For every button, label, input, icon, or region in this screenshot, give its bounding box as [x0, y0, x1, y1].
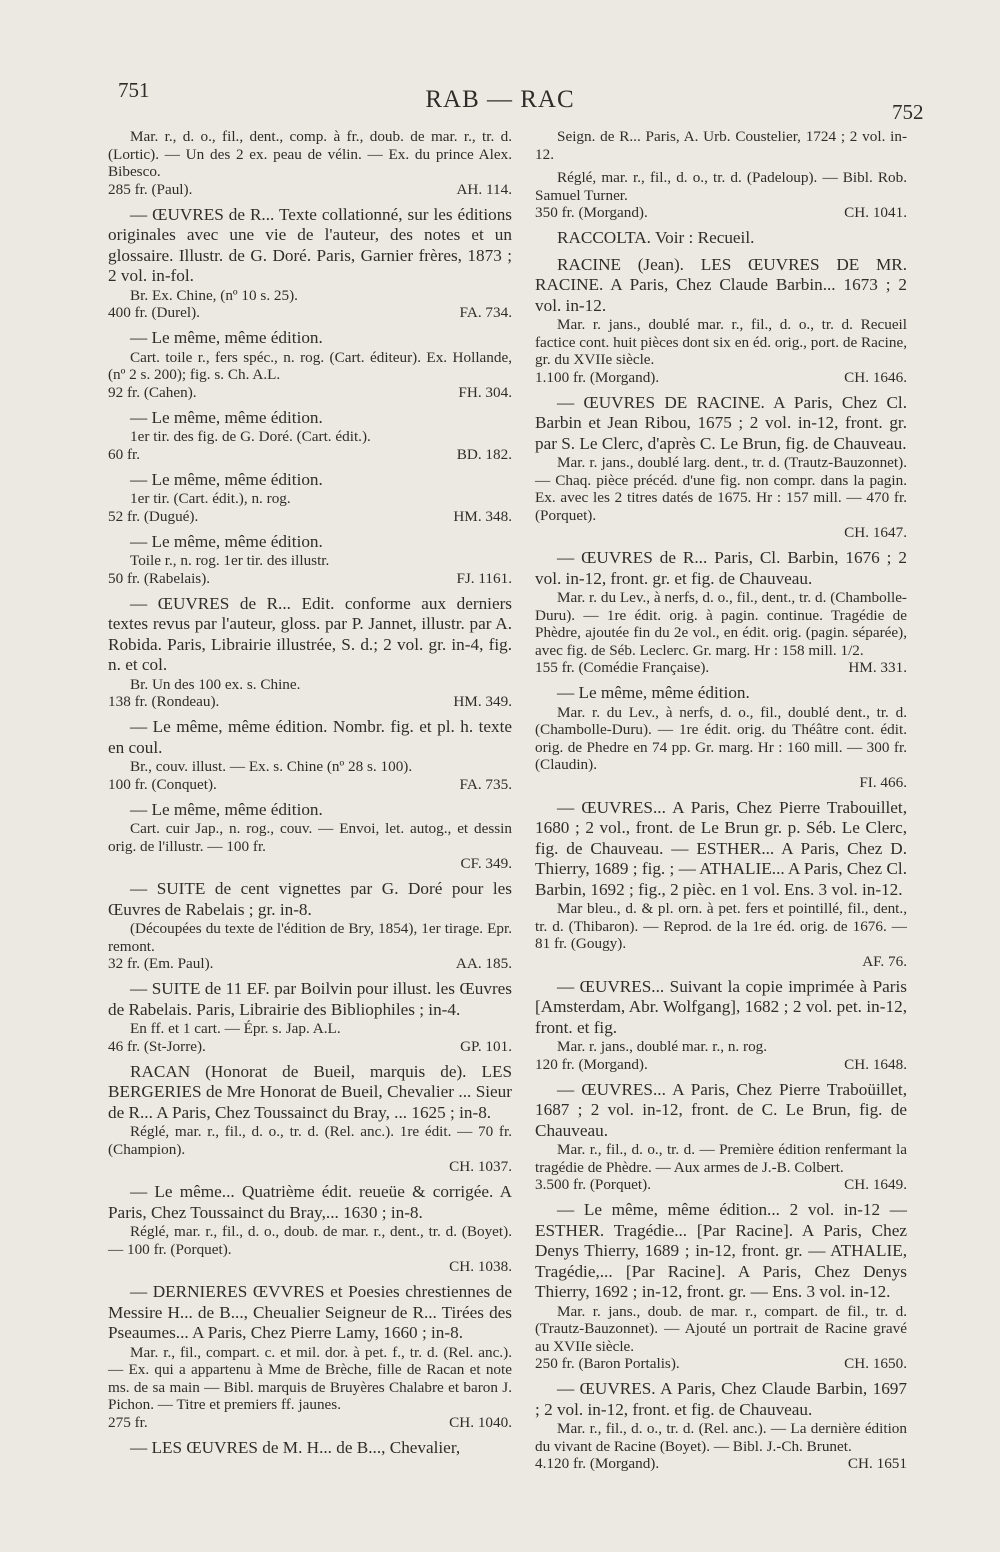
catalog-entry: [108, 205, 512, 323]
entry-description: (Découpées du texte de l'édition de Bry, 1854), 1er tirage. Epr. remont.: [108, 920, 512, 955]
catalog-reference: AH. 114.: [456, 180, 512, 198]
sale-price: 250 fr. (Baron Portalis).: [535, 1355, 680, 1372]
entry-description: Br. Un des 100 ex. s. Chine.: [130, 675, 301, 693]
entry-sale-line: [108, 1258, 512, 1276]
catalog-entry: [108, 408, 512, 464]
entry-description: 1er tir. des fig. de G. Doré. (Cart. édit.).: [130, 428, 371, 445]
entry-heading: RACINE (Jean). LES ŒUVRES DE MR. RACINE. A Paris, Chez Claude Barbin... 1673 ; 2 vol. in-12.: [535, 254, 907, 315]
entry-description: Mar. r. du Lev., à nerfs, d. o., fil., doublé dent., tr. d. (Chambolle-Duru). — 1re édit. orig. du Théâtre cont. édit. orig. de Phedre en 74 pp. Gr. marg. Hr : 160 mill. — 300 fr. (Claudin).: [535, 703, 907, 773]
entry-sale-line: [108, 304, 512, 322]
catalog-entry: [535, 1080, 907, 1195]
entry-description: Mar. r. jans., doublé larg. dent., tr. d. (Trautz-Bauzonnet). — Chaq. pièce précéd. d'une fig. non compr. dans la pagin. Ex. avec les 2 titres datés de 1675. Hr : 157 mill. — 470 fr. (Porquet).: [535, 454, 907, 524]
catalog-entry: [108, 1062, 512, 1177]
entry-heading: — ŒUVRES de R... Edit. conforme aux derniers textes revus par l'auteur, gloss. par P. Jannet, illustr. par A. Robida. Paris, Librairie illustrée, S. d.; 2 vol. gr. in-4, fig. n. et col.: [108, 593, 512, 674]
entry-heading: — Le même, même édition. Nombr. fig. et pl. h. texte en coul.: [108, 717, 512, 757]
catalog-reference: AA. 185.: [455, 955, 512, 972]
catalog-reference: HM. 349.: [453, 693, 512, 710]
entry-heading: — ŒUVRES. A Paris, Chez Claude Barbin, 1697 ; 2 vol. in-12, front. et fig. de Chauveau.: [535, 1379, 907, 1419]
catalog-reference: CH. 1649.: [844, 1176, 907, 1193]
catalog-reference: CH. 1038.: [449, 1258, 512, 1275]
catalog-entry: [108, 1282, 512, 1432]
entry-description: Réglé, mar. r., fil., d. o., tr. d. (Rel. anc.). 1re édit. — 70 fr. (Champion).: [108, 1123, 512, 1158]
entry-description: En ff. et 1 cart. — Épr. s. Jap. A.L.: [130, 1020, 341, 1037]
entry-heading: RACAN (Honorat de Bueil, marquis de). LES BERGERIES de Mre Honorat de Bueil, Chevalier ... Sieur de R... A Paris, Chez Toussainct du Bray, ... 1625 ; in-8.: [108, 1061, 512, 1122]
entry-sale-line: [108, 1158, 512, 1176]
catalog-entry: [535, 1379, 907, 1473]
entry-sale-line: [108, 955, 512, 973]
catalog-entry: [535, 169, 907, 222]
entry-heading: — ŒUVRES... Suivant la copie imprimée à Paris [Amsterdam, Abr. Wolfgang], 1682 ; 2 vol. pet. in-12, front. et fig.: [535, 976, 907, 1037]
catalog-entry: [108, 594, 512, 712]
catalog-entry: [108, 800, 512, 874]
entry-description: Réglé, mar. r., fil., d. o., doub. de mar. r., dent., tr. d. (Boyet). — 100 fr. (Porquet).: [108, 1223, 512, 1258]
entry-sale-line: [108, 446, 512, 464]
entry-sale-line: [535, 369, 907, 387]
catalog-entry: [535, 128, 907, 163]
entry-heading: — Le même, même édition.: [130, 328, 323, 347]
catalog-entry: [535, 683, 907, 792]
catalog-reference: FH. 304.: [458, 383, 512, 401]
entry-sale-line: [535, 774, 907, 792]
catalog-reference: FJ. 1161.: [456, 569, 512, 587]
catalog-entry: [535, 1200, 907, 1373]
entry-description: Mar. r. jans., doublé mar. r., n. rog.: [557, 1038, 768, 1055]
catalog-entry: [535, 393, 907, 543]
left-column: [108, 128, 512, 1464]
catalog-reference: CH. 1647.: [844, 524, 907, 541]
entry-heading: — SUITE de cent vignettes par G. Doré pour les Œuvres de Rabelais ; gr. in-8.: [108, 879, 512, 919]
right-column: [535, 128, 907, 1479]
entry-heading: — DERNIERES ŒVVRES et Poesies chrestiennes de Messire H... de B..., Cheualier Seigneur de R... Tirées des Pseaumes... A Paris, Chez Pierre Lamy, 1660 ; in-8.: [108, 1282, 512, 1342]
entry-heading: — Le même, même édition.: [130, 799, 323, 819]
catalog-entry: [108, 979, 512, 1056]
catalog-reference: AF. 76.: [862, 952, 907, 970]
entry-sale-line: [108, 693, 512, 711]
catalog-reference: FA. 735.: [459, 775, 512, 793]
entry-sale-line: [108, 1414, 512, 1432]
sale-price: 285 fr. (Paul).: [108, 180, 193, 198]
catalog-reference: CF. 349.: [460, 855, 512, 872]
entry-sale-line: [535, 524, 907, 542]
catalog-reference: CH. 1646.: [844, 368, 907, 386]
entry-sale-line: [108, 508, 512, 526]
sale-price: 46 fr. (St-Jorre).: [108, 1037, 206, 1055]
catalog-reference: CH. 1648.: [844, 1055, 907, 1073]
entry-heading: — Le même, même édition.: [130, 407, 323, 427]
catalog-entry: [535, 548, 907, 677]
entry-heading: — Le même... Quatrième édit. reueüe & corrigée. A Paris, Chez Toussainct du Bray,... 1630 ; in-8.: [108, 1182, 512, 1222]
entry-heading: — Le même, même édition.: [130, 531, 323, 551]
sale-price: 138 fr. (Rondeau).: [108, 693, 220, 710]
entry-description: Mar. r. du Lev., à nerfs, d. o., fil., dent., tr. d. (Chambolle-Duru). — 1re édit. orig. à pagin. continue. Tragédie de Phèdre, ajoutée fin du 2e vol., en édit. orig. (pagin. séparée), avec fig. de Séb. Leclerc. Gr. marg. Hr : 158 mill. 1/2.: [535, 589, 907, 659]
catalog-reference: GP. 101.: [460, 1037, 512, 1055]
sale-price: 60 fr.: [108, 445, 141, 463]
catalog-entry: [108, 1182, 512, 1276]
entry-description: Mar. r., d. o., fil., dent., comp. à fr., doub. de mar. r., tr. d. (Lortic). — Un des 2 ex. peau de vélin. — Ex. du prince Alex. Bibesco.: [108, 128, 512, 180]
entry-description: Br. Ex. Chine, (nº 10 s. 25).: [130, 286, 298, 304]
catalog-entry: [108, 328, 512, 402]
catalog-entry: [535, 228, 907, 249]
entry-description: Toile r., n. rog. 1er tir. des illustr.: [130, 552, 330, 569]
entry-heading: — ŒUVRES de R... Paris, Cl. Barbin, 1676 ; 2 vol. in-12, front. gr. et fig. de Chauveau.: [535, 548, 907, 588]
catalog-reference: CH. 1037.: [449, 1158, 512, 1175]
catalog-reference: BD. 182.: [456, 445, 512, 463]
sale-price: 50 fr. (Rabelais).: [108, 569, 211, 587]
entry-sale-line: [535, 659, 907, 677]
sale-price: 350 fr. (Morgand).: [535, 204, 648, 221]
catalog-entry: [108, 717, 512, 794]
catalog-reference: CH. 1041.: [844, 204, 907, 221]
entry-description: Cart. cuir Jap., n. rog., couv. — Envoi, let. autog., et dessin orig. de l'illustr. — 100 fr.: [108, 820, 512, 855]
entry-sale-line: [108, 384, 512, 402]
catalog-entry: [108, 1438, 512, 1459]
entry-description: Mar. r., fil., compart. c. et mil. dor. à pet. f., tr. d. (Rel. anc.). — Ex. qui a appartenu à Mme de Brèche, fille de Racan et note ms. de sa main — Bibl. marquis de Bruyères Chalabre et baron J. Pichon. — Titre et premiers ff. jaunes.: [108, 1343, 512, 1413]
sale-price: 4.120 fr. (Morgand).: [535, 1455, 660, 1472]
entry-description: Mar. r. jans., doublé mar. r., fil., d. o., tr. d. Recueil factice cont. huit pièces dont six en éd. orig., port. de Racine, gr. du XVIIe siècle.: [535, 316, 907, 368]
catalog-reference: CH. 1651: [847, 1455, 907, 1472]
sale-price: 3.500 fr. (Porquet).: [535, 1176, 651, 1193]
entry-sale-line: [108, 181, 512, 199]
entry-description: Br., couv. illust. — Ex. s. Chine (nº 28 s. 100).: [130, 758, 413, 775]
entry-heading: — ŒUVRES DE RACINE. A Paris, Chez Cl. Barbin et Jean Ribou, 1675 ; 2 vol. in-12, front. gr. par S. Le Clerc, d'après C. Le Brun, fig. de Chauveau.: [535, 392, 907, 453]
catalog-reference: HM. 348.: [453, 507, 512, 525]
catalog-reference: CH. 1040.: [449, 1413, 512, 1431]
sale-price: 100 fr. (Conquet).: [108, 775, 217, 793]
entry-heading: — ŒUVRES... A Paris, Chez Pierre Trabouillet, 1680 ; 2 vol., front. de Le Brun gr. p. Séb. Le Clerc, fig. de Chauveau. — ESTHER... A Paris, Chez D. Thierry, 1689 ; fig. ; — ATHALIE... A Paris, Chez Cl. Barbin, 1692 ; fig., 2 pièc. en 1 vol. Ens. 3 vol. in-12.: [535, 797, 907, 899]
sale-price: 92 fr. (Cahen).: [108, 383, 197, 401]
catalog-reference: CH. 1650.: [844, 1355, 907, 1372]
sale-price: 400 fr. (Durel).: [108, 304, 200, 321]
page-number-left: 751: [118, 78, 150, 102]
page-number-right: 752: [892, 100, 924, 124]
sale-price: 120 fr. (Morgand).: [535, 1055, 648, 1073]
entry-description: Mar. r., fil., d. o., tr. d. — Première édition renfermant la tragédie de Phèdre. — Aux armes de J.-B. Colbert.: [535, 1141, 907, 1176]
entry-description: Mar bleu., d. & pl. orn. à pet. fers et pointillé, fil., dent., tr. d. (Thibaron). — Reprod. de la 1re éd. orig. de 1676. — 81 fr. (Gougy).: [535, 900, 907, 952]
entry-heading: — Le même, même édition.: [557, 683, 750, 702]
sale-price: 275 fr.: [108, 1413, 148, 1431]
entry-sale-line: [108, 855, 512, 873]
entry-description: Mar. r. jans., doub. de mar. r., compart. de fil., tr. d. (Trautz-Bauzonnet). — Ajouté un portrait de Racine gravé au XVIIe siècle.: [535, 1302, 907, 1355]
entry-heading: — Le même, même édition... 2 vol. in-12 — ESTHER. Tragédie... [Par Racine]. A Paris, Chez Denys Thierry, 1689 ; in-12, front. gr. — ATHALIE, Tragédie,... [Par Racine]. A Paris, Chez Denys Thierry, 1692 ; in-12, front. gr. — Ens. 3 vol. in-12.: [535, 1200, 907, 1301]
entry-sale-line: [535, 1455, 907, 1473]
catalog-entry: [108, 532, 512, 588]
running-head: RAB — RAC: [425, 86, 575, 113]
entry-sale-line: [108, 776, 512, 794]
catalog-entry: [108, 879, 512, 973]
catalog-entry: [535, 977, 907, 1074]
catalog-entry: [535, 255, 907, 387]
sale-price: 1.100 fr. (Morgand).: [535, 368, 660, 386]
entry-sale-line: [108, 570, 512, 588]
catalog-reference: FA. 734.: [459, 304, 512, 321]
entry-heading: — LES ŒUVRES de M. H... de B..., Chevalier,: [130, 1437, 461, 1457]
entry-heading: RACCOLTA. Voir : Recueil.: [557, 228, 755, 247]
entry-description: Seign. de R... Paris, A. Urb. Coustelier, 1724 ; 2 vol. in-12.: [535, 128, 907, 163]
entry-sale-line: [535, 1056, 907, 1074]
entry-sale-line: [535, 1355, 907, 1373]
entry-description: Réglé, mar. r., fil., d. o., tr. d. (Padeloup). — Bibl. Rob. Samuel Turner.: [535, 169, 907, 204]
catalog-entry: [108, 470, 512, 526]
entry-heading: — ŒUVRES de R... Texte collationné, sur les éditions originales avec une vie de l'auteur, des notes et un glossaire. Illustr. de G. Doré. Paris, Garnier frères, 1873 ; 2 vol. in-fol.: [108, 204, 512, 285]
catalog-reference: HM. 331.: [848, 659, 907, 676]
entry-description: Cart. toile r., fers spéc., n. rog. (Cart. éditeur). Ex. Hollande, (nº 2 s. 200); fig. s. Ch. A.L.: [108, 348, 512, 383]
entry-description: Mar. r., fil., d. o., tr. d. (Rel. anc.). — La dernière édition du vivant de Racine (Boyet). — Bibl. J.-Ch. Brunet.: [535, 1420, 907, 1455]
entry-heading: — ŒUVRES... A Paris, Chez Pierre Traboüillet, 1687 ; 2 vol. in-12, front. de C. Le Brun, fig. de Chauveau.: [535, 1079, 907, 1140]
sale-price: 155 fr. (Comédie Française).: [535, 659, 710, 676]
catalog-entry: [108, 128, 512, 199]
entry-sale-line: [535, 204, 907, 222]
entry-sale-line: [108, 1038, 512, 1056]
catalog-entry: [535, 798, 907, 971]
entry-sale-line: [535, 1176, 907, 1194]
entry-description: 1er tir. (Cart. édit.), n. rog.: [130, 490, 291, 507]
sale-price: 32 fr. (Em. Paul).: [108, 955, 214, 972]
entry-sale-line: [535, 953, 907, 971]
sale-price: 52 fr. (Dugué).: [108, 507, 199, 525]
entry-heading: — Le même, même édition.: [130, 469, 323, 489]
catalog-reference: FI. 466.: [859, 773, 907, 791]
entry-heading: — SUITE de 11 EF. par Boilvin pour illust. les Œuvres de Rabelais. Paris, Librairie des Bibliophiles ; in-4.: [108, 979, 512, 1019]
